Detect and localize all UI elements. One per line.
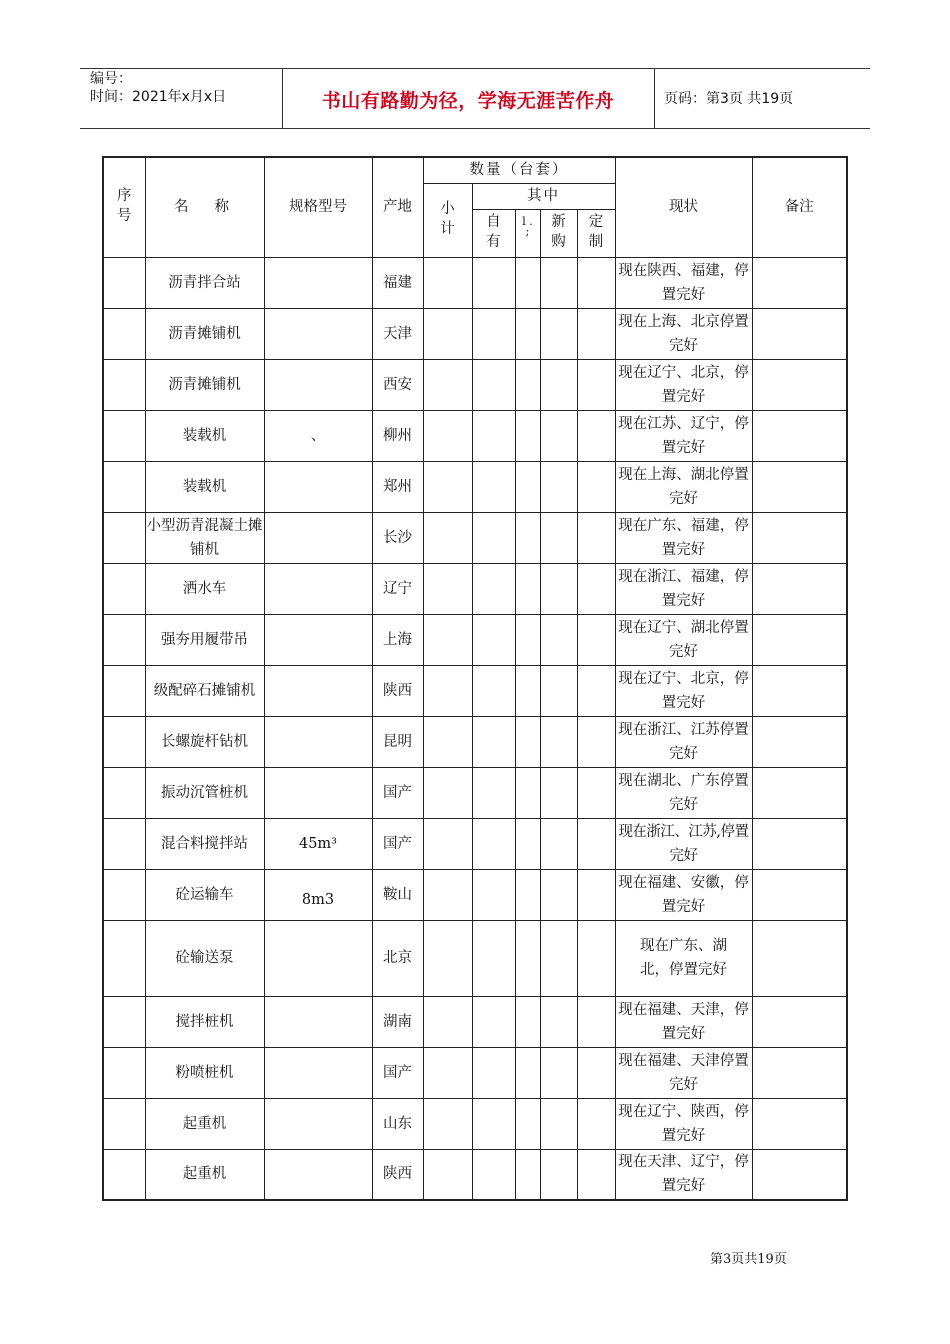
time-label: 时间：2021年x月x日 [90, 89, 227, 105]
header-page-label: 页码：第3页 共19页 [664, 91, 794, 107]
row-status: 现在浙江、江苏停置完好 [615, 716, 752, 767]
row-origin: 昆明 [372, 716, 423, 767]
header-top-rule [80, 68, 870, 69]
col-newbuy-header: 新购 [540, 209, 577, 257]
row-status: 现在福建、天津停置完好 [615, 1047, 752, 1098]
row-spec [264, 996, 372, 1047]
row-spec [264, 767, 372, 818]
row-spec [264, 512, 372, 563]
equipment-table [102, 156, 848, 1201]
row-origin: 北京 [372, 920, 423, 996]
col-subtotal-header: 小计 [423, 183, 472, 257]
table-row [103, 512, 847, 563]
row-name: 装载机 [145, 461, 264, 512]
table-row [103, 920, 847, 996]
row-name: 小型沥青混凝土摊铺机 [145, 512, 264, 563]
col-among-header: 其中 [472, 183, 615, 209]
row-origin: 国产 [372, 1047, 423, 1098]
header-motto: 书山有路勤为径，学海无涯苦作舟 [321, 90, 615, 112]
row-origin: 长沙 [372, 512, 423, 563]
row-origin: 陕西 [372, 665, 423, 716]
row-spec [264, 359, 372, 410]
row-spec: 、 [264, 410, 372, 461]
row-origin: 国产 [372, 767, 423, 818]
row-name: 混合料搅拌站 [145, 818, 264, 869]
row-spec [264, 1098, 372, 1149]
col-quantity-header: 数量（台套） [423, 157, 615, 183]
row-name: 沥青拌合站 [145, 257, 264, 308]
row-status: 现在福建、天津，停置完好 [615, 996, 752, 1047]
row-status: 现在天津、辽宁，停置完好 [615, 1149, 752, 1200]
table-row [103, 563, 847, 614]
row-origin: 郑州 [372, 461, 423, 512]
col-name-header: 名称 [145, 157, 264, 257]
col-spec-header: 规格型号 [264, 157, 372, 257]
table-row [103, 818, 847, 869]
col-remark-header: 备注 [752, 157, 847, 257]
row-name: 搅拌桩机 [145, 996, 264, 1047]
table-row [103, 308, 847, 359]
header-meta [90, 70, 226, 106]
row-spec [264, 1047, 372, 1098]
row-status: 现在福建、安徽，停置完好 [615, 869, 752, 920]
row-name: 砼输送泵 [145, 920, 264, 996]
col-origin-header: 产地 [372, 157, 423, 257]
row-status: 现在辽宁、北京，停置完好 [615, 359, 752, 410]
table-row [103, 461, 847, 512]
row-origin: 上海 [372, 614, 423, 665]
row-name: 强夯用履带吊 [145, 614, 264, 665]
row-name: 长螺旋杆钻机 [145, 716, 264, 767]
col-own-header: 自有 [472, 209, 515, 257]
row-origin: 鞍山 [372, 869, 423, 920]
row-spec: 45m³ [264, 818, 372, 869]
table-row [103, 1098, 847, 1149]
row-status: 现在上海、北京停置完好 [615, 308, 752, 359]
row-spec [264, 920, 372, 996]
row-spec [264, 461, 372, 512]
table-row [103, 614, 847, 665]
row-name: 沥青摊铺机 [145, 359, 264, 410]
row-spec [264, 257, 372, 308]
col-leased-header: l . ; [515, 209, 540, 257]
row-origin: 陕西 [372, 1149, 423, 1200]
row-status: 现在辽宁、陕西，停置完好 [615, 1098, 752, 1149]
table-row [103, 869, 847, 920]
table-row [103, 1047, 847, 1098]
row-status: 现在辽宁、湖北停置完好 [615, 614, 752, 665]
row-status: 现在上海、湖北停置完好 [615, 461, 752, 512]
row-spec [264, 716, 372, 767]
table-row [103, 1149, 847, 1200]
row-status: 现在广东、湖北，停置完好 [615, 920, 752, 996]
row-name: 砼运输车 [145, 869, 264, 920]
row-name: 粉喷桩机 [145, 1047, 264, 1098]
col-seq-header: 序号 [103, 157, 145, 257]
row-spec: 8m3 [264, 869, 372, 920]
code-label: 编号： [90, 71, 132, 87]
table-row [103, 665, 847, 716]
row-status: 现在湖北、广东停置完好 [615, 767, 752, 818]
row-origin: 辽宁 [372, 563, 423, 614]
header-divider-right [654, 68, 655, 129]
row-name: 振动沉管桩机 [145, 767, 264, 818]
row-status: 现在浙江、福建，停置完好 [615, 563, 752, 614]
table-row [103, 359, 847, 410]
row-status: 现在江苏、辽宁，停置完好 [615, 410, 752, 461]
table-row [103, 767, 847, 818]
row-name: 装载机 [145, 410, 264, 461]
row-spec [264, 563, 372, 614]
row-origin: 柳州 [372, 410, 423, 461]
header-bottom-rule [80, 128, 870, 129]
footer-page-number: 第3页共19页 [710, 1252, 787, 1267]
col-custom-header: 定制 [577, 209, 615, 257]
row-name: 沥青摊铺机 [145, 308, 264, 359]
row-origin: 国产 [372, 818, 423, 869]
row-origin: 西安 [372, 359, 423, 410]
row-origin: 湖南 [372, 996, 423, 1047]
row-origin: 福建 [372, 257, 423, 308]
col-status-header: 现状 [615, 157, 752, 257]
table-row [103, 716, 847, 767]
row-name: 起重机 [145, 1149, 264, 1200]
row-spec [264, 614, 372, 665]
row-origin: 山东 [372, 1098, 423, 1149]
row-status: 现在陕西、福建，停置完好 [615, 257, 752, 308]
row-status: 现在广东、福建，停置完好 [615, 512, 752, 563]
row-spec [264, 665, 372, 716]
row-status: 现在浙江、江苏,停置完好 [615, 818, 752, 869]
row-name: 洒水车 [145, 563, 264, 614]
row-status: 现在辽宁、北京，停置完好 [615, 665, 752, 716]
row-name: 级配碎石摊铺机 [145, 665, 264, 716]
header-row-1 [103, 157, 847, 183]
row-name: 起重机 [145, 1098, 264, 1149]
table-row [103, 410, 847, 461]
row-spec [264, 308, 372, 359]
row-spec [264, 1149, 372, 1200]
row-origin: 天津 [372, 308, 423, 359]
table-row [103, 996, 847, 1047]
table-row [103, 257, 847, 308]
